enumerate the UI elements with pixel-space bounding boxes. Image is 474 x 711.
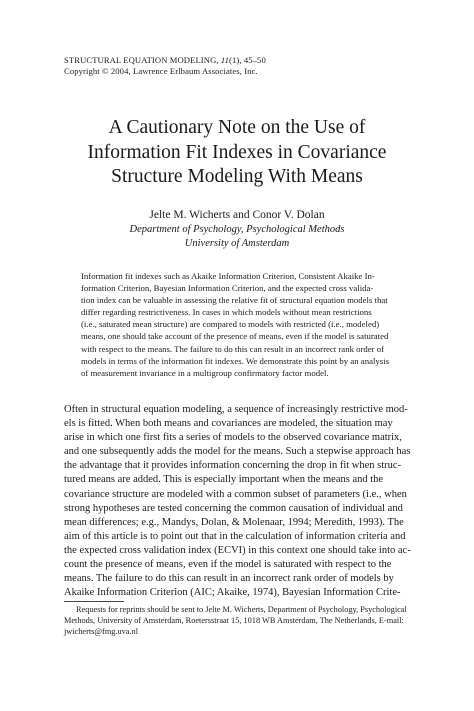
footnote <box>64 604 422 638</box>
title-line: A Cautionary Note on the Use of <box>108 117 366 138</box>
author-names: Jelte M. Wicherts and Conor V. Dolan <box>149 209 325 221</box>
journal-citation <box>64 55 266 66</box>
footnote-line: Methods, University of Amsterdam, Roetersstraat 15, 1018 WB Amsterdam, The Netherlands, E-mail: <box>64 616 404 626</box>
abstract-line: differ regarding restrictiveness. In cases in which models without mean restrictions <box>81 307 372 318</box>
abstract-line: Information fit indexes such as Akaike Information Criterion, Consistent Akaike In- <box>81 271 375 281</box>
abstract-line: with respect to the means. The failure to do this can result in an incorrect rank order of <box>81 343 385 354</box>
copyright-line: Copyright © 2004, Lawrence Erlbaum Associates, Inc. <box>64 66 258 76</box>
abstract-line: means, one should take account of the presence of means, even if the model is saturated <box>81 331 389 342</box>
body-paragraph <box>64 403 414 600</box>
body-line: aim of this article is to point out that in the calculation of information criteria and <box>64 530 406 542</box>
body-line: count the presence of means, even if the model is saturated with respect to the <box>64 559 392 571</box>
abstract-line: of measurement invariance in a multigroup confirmatory factor model. <box>81 367 329 378</box>
body-line: Often in structural equation modeling, a sequence of increasingly restrictive mod- <box>64 404 408 415</box>
journal-issue-pages: (1), 45–50 <box>229 55 266 65</box>
footnote-divider <box>64 601 124 602</box>
abstract-line: (i.e., saturated mean structure) are compared to models with restricted (i.e., modeled) <box>81 319 380 330</box>
body-line: arise in which one first fits a series of models to the observed covariance matrix, <box>64 432 402 444</box>
abstract-line: tion index can be valuable in assessing the relative fit of structural equation models that <box>81 295 388 306</box>
abstract-line: models in terms of the information fit indexes. We demonstrate this point by an analysis <box>81 355 390 366</box>
body-line: tured means are added. This is especially important when the means and the <box>64 474 384 486</box>
article-title <box>40 116 434 190</box>
title-line: Structure Modeling With Means <box>111 166 363 187</box>
author-university: University of Amsterdam <box>184 238 290 249</box>
body-line: and one subsequently adds the model for the means. Such a stepwise approach has <box>64 446 411 458</box>
body-line: means. The failure to do this can result in an incorrect rank order of models by <box>64 573 394 585</box>
body-line: Akaike Information Criterion (AIC; Akaike, 1974), Bayesian Information Crite- <box>64 587 401 599</box>
journal-name: STRUCTURAL EQUATION MODELING, <box>64 55 221 65</box>
body-line: els is fitted. When both means and covariances are modeled, the situation may <box>64 418 393 430</box>
footnote-line: Requests for reprints should be sent to Jelte M. Wicherts, Department of Psychology, Psychological <box>76 605 407 614</box>
running-head <box>64 55 266 77</box>
body-line: the expected cross validation index (ECVI) in this context one should take into ac- <box>64 544 411 556</box>
body-line: strong hypotheses are tested concerning the common causation of individual and <box>64 502 403 514</box>
title-line: Information Fit Indexes in Covariance <box>87 141 387 163</box>
author-block <box>40 208 434 251</box>
body-line: mean differences; e.g., Mandys, Dolan, & Molenaar, 1994; Meredith, 1993). The <box>64 516 404 528</box>
body-line: the advantage that it provides information concerning the drop in fit when struc- <box>64 460 402 472</box>
author-department: Department of Psychology, Psychological Methods <box>129 224 345 235</box>
body-line: covariance structure are modeled with a common subset of parameters (i.e., when <box>64 488 407 500</box>
abstract-line: formation Criterion, Bayesian Information Criterion, and the expected cross valida- <box>81 283 374 294</box>
abstract <box>81 270 411 379</box>
journal-volume: 11 <box>220 55 230 65</box>
footnote-email: jwicherts@fmg.uva.nl <box>64 627 138 637</box>
